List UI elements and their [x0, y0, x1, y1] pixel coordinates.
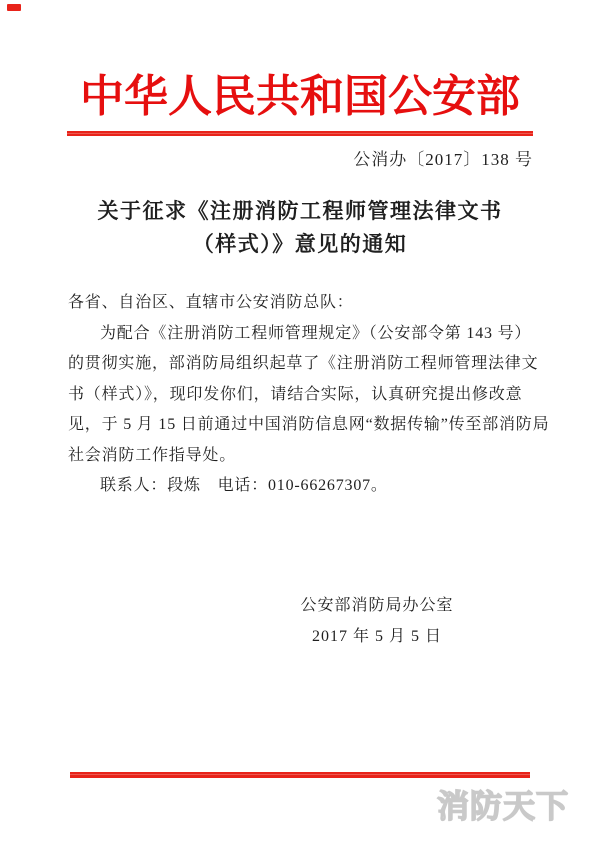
subject-line-2: （样式）》意见的通知: [192, 232, 408, 256]
body-line: 社会消防工作指导处。: [68, 446, 237, 464]
subject-line-1: 关于征求《注册消防工程师管理法律文书: [97, 199, 503, 223]
notice-body: [68, 288, 550, 502]
red-corner-mark: [7, 4, 21, 11]
signature-organization: 公安部消防局办公室: [300, 596, 454, 614]
agency-title: 中华人民共和国公安部: [80, 72, 520, 121]
salutation-line: 各省、自治区、直辖市公安消防总队：: [68, 294, 354, 311]
site-watermark: 消防天下: [436, 787, 569, 825]
body-line: 见，于 5 月 15 日前通过中国消防信息网“数据传输”传至部消防局: [68, 416, 550, 433]
body-line: 为配合《注册消防工程师管理规定》（公安部令第 143 号）: [100, 324, 532, 342]
body-line: 书（样式）》，现印发你们，请结合实际，认真研究提出修改意: [68, 385, 523, 403]
header-red-rule: [67, 131, 533, 136]
contact-line: 联系人：段炼 电话：010-66267307。: [100, 477, 388, 494]
signature-date: 2017 年 5 月 5 日: [311, 627, 442, 645]
notice-subject: [0, 195, 600, 261]
signature-block: [68, 596, 532, 647]
footer-red-rule: [70, 772, 530, 778]
body-line: 的贯彻实施，部消防局组织起草了《注册消防工程师管理法律文: [68, 355, 539, 372]
document-number: 公消办〔2017〕138 号: [353, 150, 533, 169]
